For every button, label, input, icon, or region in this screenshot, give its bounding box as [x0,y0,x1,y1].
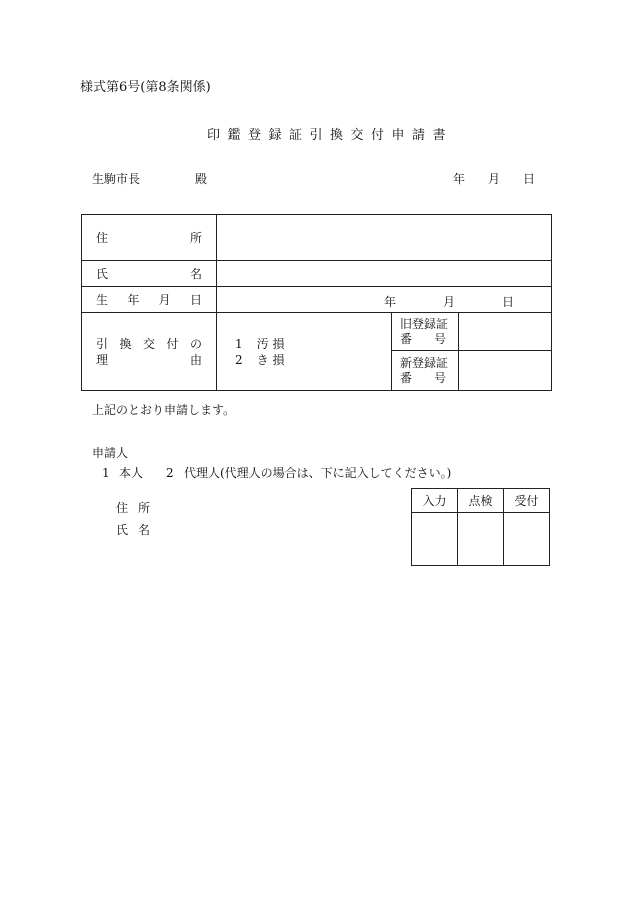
name-label: 氏 名 [96,267,202,281]
address-row [82,215,552,261]
applicant-option-agent[interactable]: 代理人(代理人の場合は、下に記入してください。) [184,466,452,480]
statement: 上記のとおり申請します。 [92,403,236,417]
address-field[interactable] [217,215,552,261]
stamp-header-input: 入力 [412,489,458,513]
reason-row [82,313,552,351]
applicant-option-self-number: 1 [102,466,110,480]
birthdate-label-cell [82,287,217,313]
birthdate-label: 生 年 月 日 [96,293,202,307]
reason-label-cell [82,313,217,391]
name-row [82,261,552,287]
reason-label-line2: 理 由 [96,352,202,367]
old-number-label-line1: 旧登録証 [400,316,449,331]
stamp-cell-check [458,513,504,566]
new-number-label-line1: 新登録証 [400,355,449,370]
form-title: 印鑑登録証引換交付申請書 [207,128,454,143]
office-use-stamp-box [411,488,550,566]
date-month-label: 月 [488,172,501,186]
date-year-label: 年 [453,172,466,186]
addressee: 生駒市長 [92,172,141,186]
applicant-heading: 申請人 [92,446,129,460]
applicant-option-agent-number: 2 [166,466,174,480]
address-label-cell [82,215,217,261]
stamp-header-reception: 受付 [504,489,550,513]
birth-day-unit: 日 [502,294,515,309]
new-number-label-cell [392,351,459,391]
reason-label-line1: 引 換 交 付 の [96,336,202,351]
old-number-label-cell [392,313,459,351]
agent-name-label: 氏 名 [116,523,150,537]
new-number-label-line2: 番 号 [400,370,446,385]
birthdate-row [82,287,552,313]
reason-option-soiled-label: 汚 損 [256,336,285,351]
birthdate-field[interactable] [217,287,552,313]
reason-option-soiled[interactable]: 1 汚 損 [235,336,285,351]
application-table [81,214,552,391]
old-number-field[interactable] [459,313,552,351]
new-number-field[interactable] [459,351,552,391]
honorific: 殿 [195,172,208,186]
reason-option-damaged-label: き 損 [256,352,285,367]
birth-year-unit: 年 [384,294,397,309]
stamp-cell-reception [504,513,550,566]
date-day-label: 日 [523,172,536,186]
stamp-cell-input [412,513,458,566]
old-number-label-line2: 番 号 [400,331,446,346]
birth-month-unit: 月 [443,294,456,309]
applicant-option-self[interactable]: 本人 [119,466,144,480]
reason-options [217,313,392,391]
agent-address-label: 住 所 [116,501,150,515]
reason-option-damaged[interactable]: 2 き 損 [235,352,285,367]
address-label: 住 所 [96,231,202,245]
form-number: 様式第6号(第8条関係) [80,80,211,95]
name-field[interactable] [217,261,552,287]
stamp-header-check: 点検 [458,489,504,513]
name-label-cell [82,261,217,287]
